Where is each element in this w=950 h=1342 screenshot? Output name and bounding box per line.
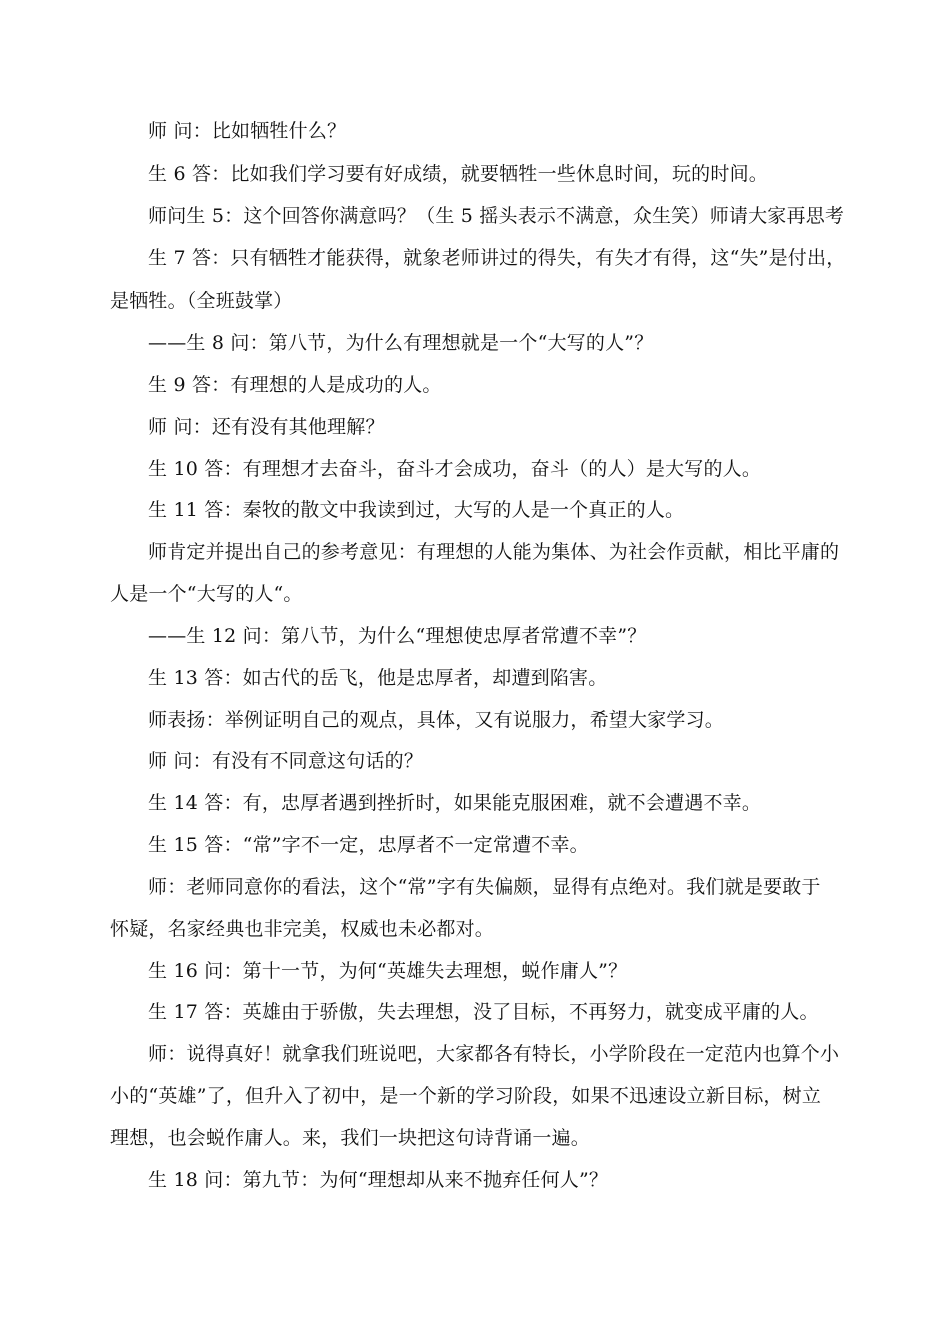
text-line: 生 14 答：有，忠厚者遇到挫折时，如果能克服困难，就不会遭遇不幸。 bbox=[148, 792, 762, 814]
text-line: ——生 8 问：第八节，为什么有理想就是一个“大写的人”？ bbox=[148, 332, 654, 354]
text-line: 师：说得真好！就拿我们班说吧，大家都各有特长，小学阶段在一定范内也算个小 bbox=[148, 1043, 840, 1065]
text-line: 师：老师同意你的看法，这个“常”字有失偏颇，显得有点绝对。我们就是要敢于 bbox=[148, 876, 821, 898]
text-line: 师表扬：举例证明自己的观点，具体，又有说服力，希望大家学习。 bbox=[148, 709, 725, 731]
text-line: 生 16 问：第十一节，为何“英雄失去理想，蜕作庸人”？ bbox=[148, 960, 628, 982]
text-line: 生 9 答：有理想的人是成功的人。 bbox=[148, 374, 442, 396]
text-line: 理想，也会蜕作庸人。来，我们一块把这句诗背诵一遍。 bbox=[110, 1127, 591, 1149]
text-line: 生 18 问：第九节：为何“理想却从来不抛弃任何人”？ bbox=[148, 1169, 609, 1191]
text-line: 生 10 答：有理想才去奋斗，奋斗才会成功，奋斗（的人）是大写的人。 bbox=[148, 458, 762, 480]
text-line: 师 问：还有没有其他理解？ bbox=[148, 416, 385, 438]
text-line: 师问生 5：这个回答你满意吗？（生 5 摇头表示不满意，众生笑）师请大家再思考 bbox=[148, 205, 845, 227]
text-line: 怀疑，名家经典也非完美，权威也未必都对。 bbox=[110, 918, 495, 940]
text-line: 师肯定并提出自己的参考意见：有理想的人能为集体、为社会作贡献，相比平庸的 bbox=[148, 541, 840, 563]
text-line: 生 11 答：秦牧的散文中我读到过，大写的人是一个真正的人。 bbox=[148, 499, 685, 521]
text-line: 生 7 答：只有牺牲才能获得，就象老师讲过的得失，有失才有得，这“失”是付出， bbox=[148, 247, 846, 269]
text-line: 生 6 答：比如我们学习要有好成绩，就要牺牲一些休息时间，玩的时间。 bbox=[148, 163, 768, 185]
text-line: 师 问：比如牺牲什么？ bbox=[148, 120, 347, 142]
text-line: 生 13 答：如古代的岳飞，他是忠厚者，却遭到陷害。 bbox=[148, 667, 608, 689]
text-line: 人是一个“大写的人“。 bbox=[110, 583, 303, 605]
text-line: 小的“英雄”了，但升入了初中，是一个新的学习阶段，如果不迅速设立新目标，树立 bbox=[110, 1085, 822, 1107]
text-line: 生 15 答：“常”字不一定，忠厚者不一定常遭不幸。 bbox=[148, 834, 589, 856]
text-line: 师 问：有没有不同意这句话的？ bbox=[148, 750, 424, 772]
text-line: 是牺牲。（全班鼓掌） bbox=[110, 290, 293, 312]
text-line: 生 17 答：英雄由于骄傲，失去理想，没了目标，不再努力，就变成平庸的人。 bbox=[148, 1001, 819, 1023]
text-line: ——生 12 问：第八节，为什么“理想使忠厚者常遭不幸”？ bbox=[148, 625, 647, 647]
